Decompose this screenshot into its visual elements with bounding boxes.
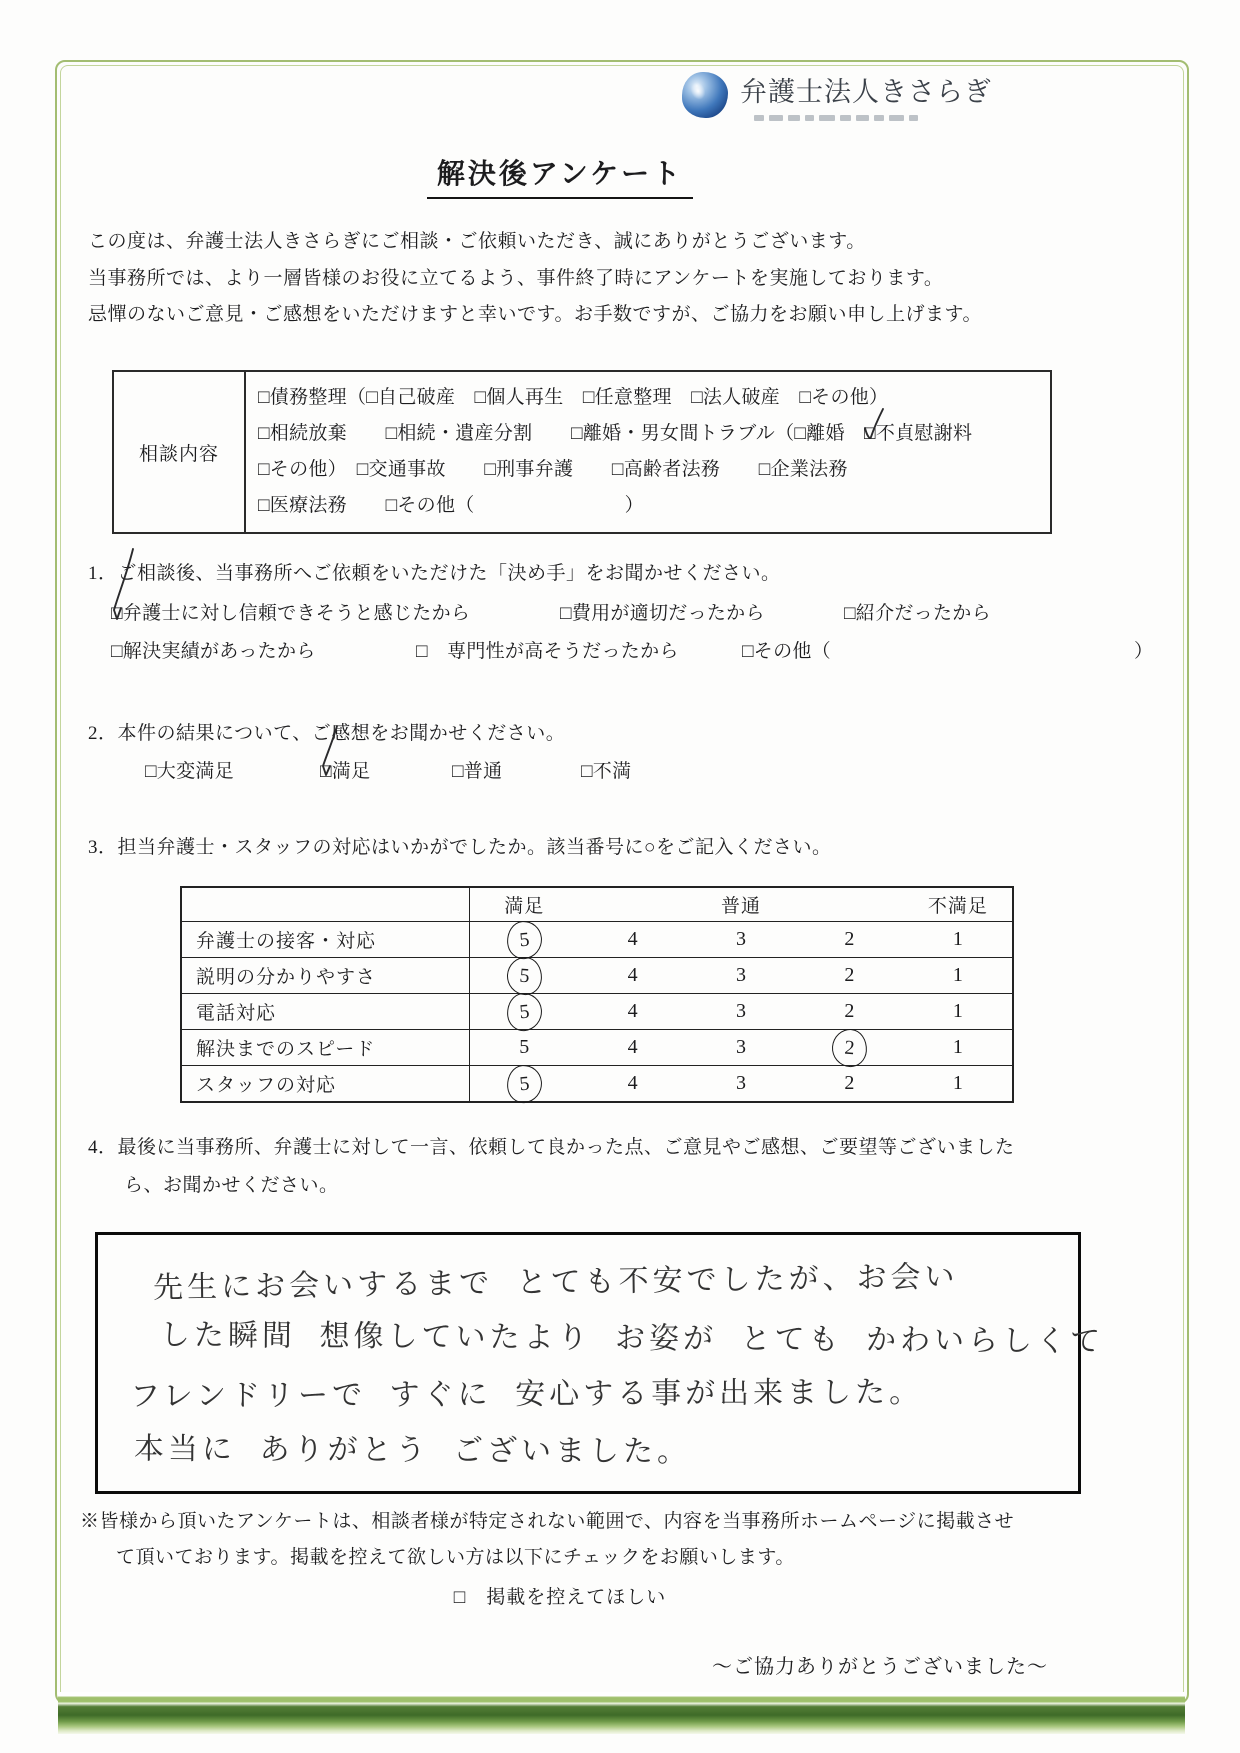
handwritten-comment-box [95,1232,1105,1494]
rating-table-header [182,888,1012,921]
checked-option-label: □不貞慰謝料 [864,423,973,444]
q1-option-expertise: □ 専門性が高そうだったから [416,641,679,662]
q2-option-satisfied-label: □満足 [320,761,371,782]
rating-header-neutral: 普通 [721,896,762,917]
intro-line-3: 忌憚のないご意見・ご感想をいただけますと幸いです。お手数ですが、ご協力をお願い申し上げます。 [88,304,982,325]
q1-option-fee: □費用が適切だったから [560,603,765,624]
comment-line-3: フレンドリーで すぐに 安心する事が出来ました。 [129,1374,924,1415]
title-wrap [88,152,1032,199]
rating-row-staff-support: スタッフの対応 5 4 3 2 1 [182,1065,1012,1101]
intro-line-2: 当事務所では、より一層皆様のお役に立てるよう、事件終了時にアンケートを実施しております。 [88,267,944,289]
footer-note-line-1: ※皆様から頂いたアンケートは、相談者様が特定されない範囲で、内容を当事務所ホームページに掲載させ [80,1511,1015,1532]
rating-header-dissatisfied: 不満足 [927,896,988,917]
rating-header-satisfied: 満足 [504,896,545,917]
logo-tagline [754,115,992,121]
optout-checkbox-line: □ 掲載を控えてほしい [453,1587,667,1608]
intro-line-1: この度は、弁護士法人きさらぎにご相談・ご依頼いただき、誠にありがとうございます。 [88,231,866,252]
q1-options-row-2 [0,636,1240,672]
circle-annotation: 5 [505,991,543,1032]
consult-row-4-close-paren: ） [624,495,644,516]
consult-row-2 [258,416,1050,452]
rating-header-blank-2 [795,888,903,921]
q3-heading: 3．担当弁護士・スタッフの対応はいかがでしたか。該当番号に○をご記入ください。 [88,837,832,858]
rating-row-phone-support: 電話対応 5 4 3 2 1 [182,993,1012,1029]
circle-annotation: 5 [505,919,543,960]
page-title: 解決後アンケート [427,152,693,199]
logo [682,70,992,121]
bottom-green-band [58,1692,1185,1734]
q2-option-very-satisfied: □大変満足 [145,761,234,782]
consult-row-3: □その他） □交通事故 □刑事弁護 □高齢者法務 □企業法務 [258,459,848,480]
consult-row-2-text: □相続放棄 □相続・遺産分割 □離婚・男女間トラブル（□離婚 [258,423,865,444]
q1-option-other-close-paren: ） [1134,641,1154,662]
consult-table-label: 相談内容 [114,372,246,532]
q4-heading-line-2: ら、お聞かせください。 [124,1175,339,1196]
q1-option-referral: □紹介だったから [844,603,991,624]
logo-flower-icon [682,72,728,118]
consult-row-1: □債務整理（□自己破産 □個人再生 □任意整理 □法人破産 □その他） [258,387,889,408]
q2-heading: 2．本件の結果について、ご感想をお聞かせください。 [88,723,566,744]
q2-options-row [0,756,1240,792]
q2-option-dissatisfied: □不満 [581,761,632,782]
consult-content-table [112,370,1052,534]
rating-row-resolution-speed: 解決までのスピード 5 4 3 2 1 [182,1029,1012,1065]
comment-line-2: した瞬間 想像していたより お姿が とても かわいらしくて [159,1317,1105,1360]
consult-table-body [246,372,1050,532]
q1-options-row-1 [0,598,1240,634]
rating-row-explanation-clarity: 説明の分かりやすさ 5 4 3 2 1 [182,957,1012,993]
rating-table [180,886,1014,1103]
q4-heading-line-1: 4．最後に当事務所、弁護士に対して一言、依頼して良かった点、ご意見やご感想、ご要望等ございました [88,1137,1015,1158]
q1-option-trust-checked [111,598,470,625]
q1-option-trust-label: □弁護士に対し信頼できそうと感じたから [111,603,471,624]
comment-line-4: 本当に ありがとう ございました。 [133,1431,692,1470]
intro-paragraph [88,224,1068,334]
rating-header-empty [182,888,470,921]
rating-header-blank-1 [578,888,686,921]
q1-heading: 1．ご相談後、当事務所へご依頼をいただけた「決め手」をお聞かせください。 [88,563,781,584]
q2-option-neutral: □普通 [452,761,503,782]
comment-line-1: 先生にお会いするまで とても不安でしたが、お会い [152,1259,959,1306]
circle-annotation: 5 [505,955,543,995]
circle-annotation: 2 [831,1027,869,1067]
rating-row-lawyer-service: 弁護士の接客・対応 5 4 3 2 1 [182,921,1012,957]
footer-note-line-2: て頂いております。掲載を控えて欲しい方は以下にチェックをお願いします。 [116,1547,795,1568]
logo-name: 弁護士法人きさらぎ [740,77,992,107]
q2-option-satisfied-checked [320,756,370,783]
consult-row-4 [258,488,1050,524]
q1-option-results: □解決実績があったから [111,641,316,662]
consult-row-4-text: □医療法務 □その他（ [258,495,475,516]
q1-option-other: □その他（ [742,641,831,662]
thanks-line: ～ご協力ありがとうございました～ [712,1656,1048,1678]
circle-annotation: 5 [505,1063,543,1104]
checked-option-affair-compensation [864,416,972,452]
